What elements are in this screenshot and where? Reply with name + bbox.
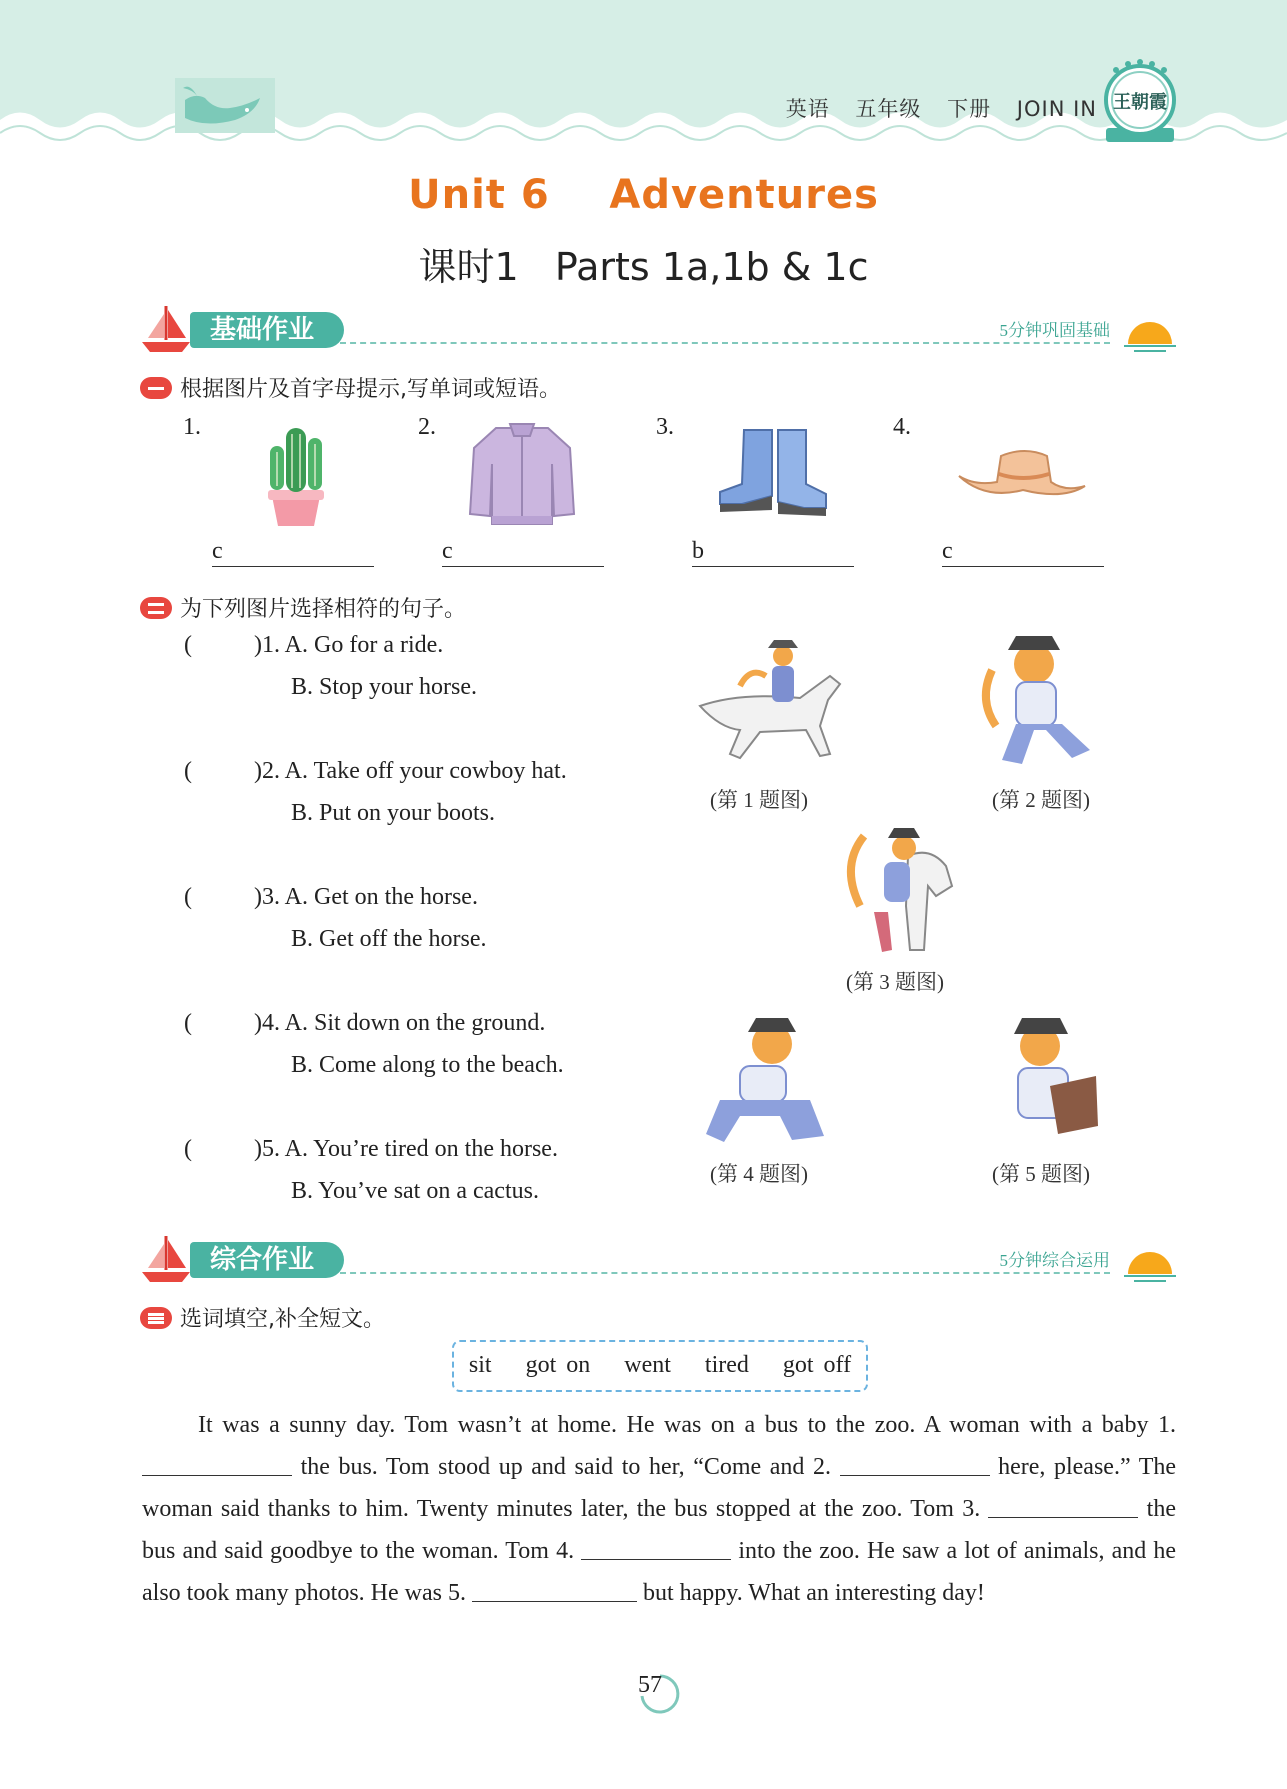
q1-item-number: 4. — [893, 414, 911, 440]
section-label: 综合作业 — [190, 1242, 344, 1278]
word-option: sit — [468, 1352, 492, 1378]
q2-option-b: B. You’ve sat on a cactus. — [291, 1178, 539, 1204]
q2-option-b: B. Come along to the beach. — [291, 1052, 564, 1078]
answer-line[interactable] — [442, 566, 604, 567]
word-option: got on — [525, 1352, 591, 1378]
passage-text: the bus. Tom stood up and said to her, “Come and 2. — [300, 1454, 831, 1480]
word-option: tired — [704, 1352, 749, 1378]
picture-caption-5: (第 5 题图) — [992, 1162, 1090, 1186]
q1-item-number: 2. — [418, 414, 436, 440]
question-3-heading — [140, 1302, 385, 1333]
logo-text: 王朝霞 — [1113, 92, 1167, 113]
picture-caption-4: (第 4 题图) — [710, 1162, 808, 1186]
blank-4[interactable] — [581, 1539, 731, 1560]
passage-text: the bus and said goodbye to the woman. Tom 4. — [142, 1496, 1176, 1564]
q1-item-number: 3. — [656, 414, 674, 440]
answer-line[interactable] — [942, 566, 1104, 567]
passage-text: here, please.” The woman said thanks to him. Twenty minutes later, the bus stopped at the zoo. Tom 3. — [142, 1454, 1177, 1522]
q2-option-b: B. Get off the horse. — [291, 926, 487, 952]
section-note: 5分钟巩固基础 — [999, 321, 1110, 340]
blank-1[interactable] — [142, 1455, 292, 1476]
sun-icon — [1120, 1240, 1180, 1284]
question-badge-2 — [140, 597, 172, 619]
section-banner-basic — [140, 302, 1180, 358]
unit-title: Unit 6 Adventures — [408, 172, 879, 218]
cactus-picture — [262, 420, 330, 530]
answer-paren[interactable]: ( — [184, 1136, 192, 1162]
header-series: JOIN IN — [1016, 97, 1097, 121]
passage-text: but happy. What an interesting day! — [642, 1580, 985, 1606]
header-volume: 下册 — [947, 97, 992, 121]
picture-caption-3: (第 3 题图) — [846, 970, 944, 994]
answer-line[interactable] — [692, 566, 854, 567]
question-2-instruction: 为下列图片选择相符的句子。 — [180, 597, 467, 622]
question-2-heading — [140, 592, 466, 623]
passage-text: into the zoo. He saw a lot of animals, and he also took many photos. He was 5. — [142, 1538, 1177, 1606]
q1-hint-letter: b — [692, 538, 704, 564]
section-note: 5分钟综合运用 — [999, 1251, 1110, 1270]
blank-5[interactable] — [472, 1581, 637, 1602]
q2-option-a: )4. A. Sit down on the ground. — [254, 1010, 546, 1036]
q2-option-a: )3. A. Get on the horse. — [254, 884, 478, 910]
answer-line[interactable] — [212, 566, 374, 567]
q2-option-a: )5. A. You’re tired on the horse. — [254, 1136, 558, 1162]
lesson-title: 课时1 Parts 1a,1b & 1c — [418, 245, 869, 289]
whale-icon — [175, 78, 275, 133]
cowboy-tiger-picture — [972, 630, 1122, 770]
q1-hint-letter: c — [442, 538, 453, 564]
q2-option-b: B. Stop your horse. — [291, 674, 477, 700]
question-3-instruction: 选词填空,补全短文。 — [180, 1307, 385, 1332]
header-grade: 五年级 — [855, 97, 922, 121]
divider — [340, 1272, 1110, 1274]
section-banner-comprehensive — [140, 1232, 1180, 1288]
answer-paren[interactable]: ( — [184, 632, 192, 658]
sitting-tiger-picture — [700, 1016, 830, 1144]
answer-paren[interactable]: ( — [184, 1010, 192, 1036]
sailboat-icon — [140, 1232, 192, 1286]
word-bank — [452, 1340, 868, 1392]
horse-and-tiger-picture — [834, 826, 964, 956]
header-book-info — [768, 93, 1097, 123]
q1-item-number: 1. — [183, 414, 201, 440]
answer-paren[interactable]: ( — [184, 758, 192, 784]
blank-2[interactable] — [840, 1455, 990, 1476]
cowboy-hat-picture — [955, 446, 1090, 510]
boots-picture — [714, 424, 832, 524]
sun-icon — [1120, 310, 1180, 354]
question-badge-3 — [140, 1307, 172, 1329]
q1-hint-letter: c — [212, 538, 223, 564]
tired-tiger-picture — [988, 1016, 1104, 1144]
passage-text: It was a sunny day. Tom wasn’t at home. He was on a bus to the zoo. A woman with a baby 1. — [198, 1412, 1176, 1438]
q2-option-a: )1. A. Go for a ride. — [254, 632, 444, 658]
question-badge-1 — [140, 377, 172, 399]
q1-hint-letter: c — [942, 538, 953, 564]
cloze-passage — [142, 1404, 1176, 1614]
picture-caption-2: (第 2 题图) — [992, 788, 1090, 812]
question-1-heading — [140, 372, 561, 403]
q2-option-b: B. Put on your boots. — [291, 800, 496, 826]
picture-caption-1: (第 1 题图) — [710, 788, 808, 812]
q2-option-a: )2. A. Take off your cowboy hat. — [254, 758, 567, 784]
header-subject: 英语 — [785, 97, 830, 121]
coat-picture — [466, 420, 578, 530]
riding-horse-picture — [680, 636, 858, 768]
blank-3[interactable] — [988, 1497, 1138, 1518]
divider — [340, 342, 1110, 344]
word-option: went — [624, 1352, 671, 1378]
question-1-instruction: 根据图片及首字母提示,写单词或短语。 — [180, 377, 561, 402]
sailboat-icon — [140, 302, 192, 356]
section-label: 基础作业 — [190, 312, 344, 348]
word-option: got off — [782, 1352, 852, 1378]
page-number: 57 — [638, 1672, 662, 1698]
brand-logo — [1100, 58, 1180, 150]
answer-paren[interactable]: ( — [184, 884, 192, 910]
